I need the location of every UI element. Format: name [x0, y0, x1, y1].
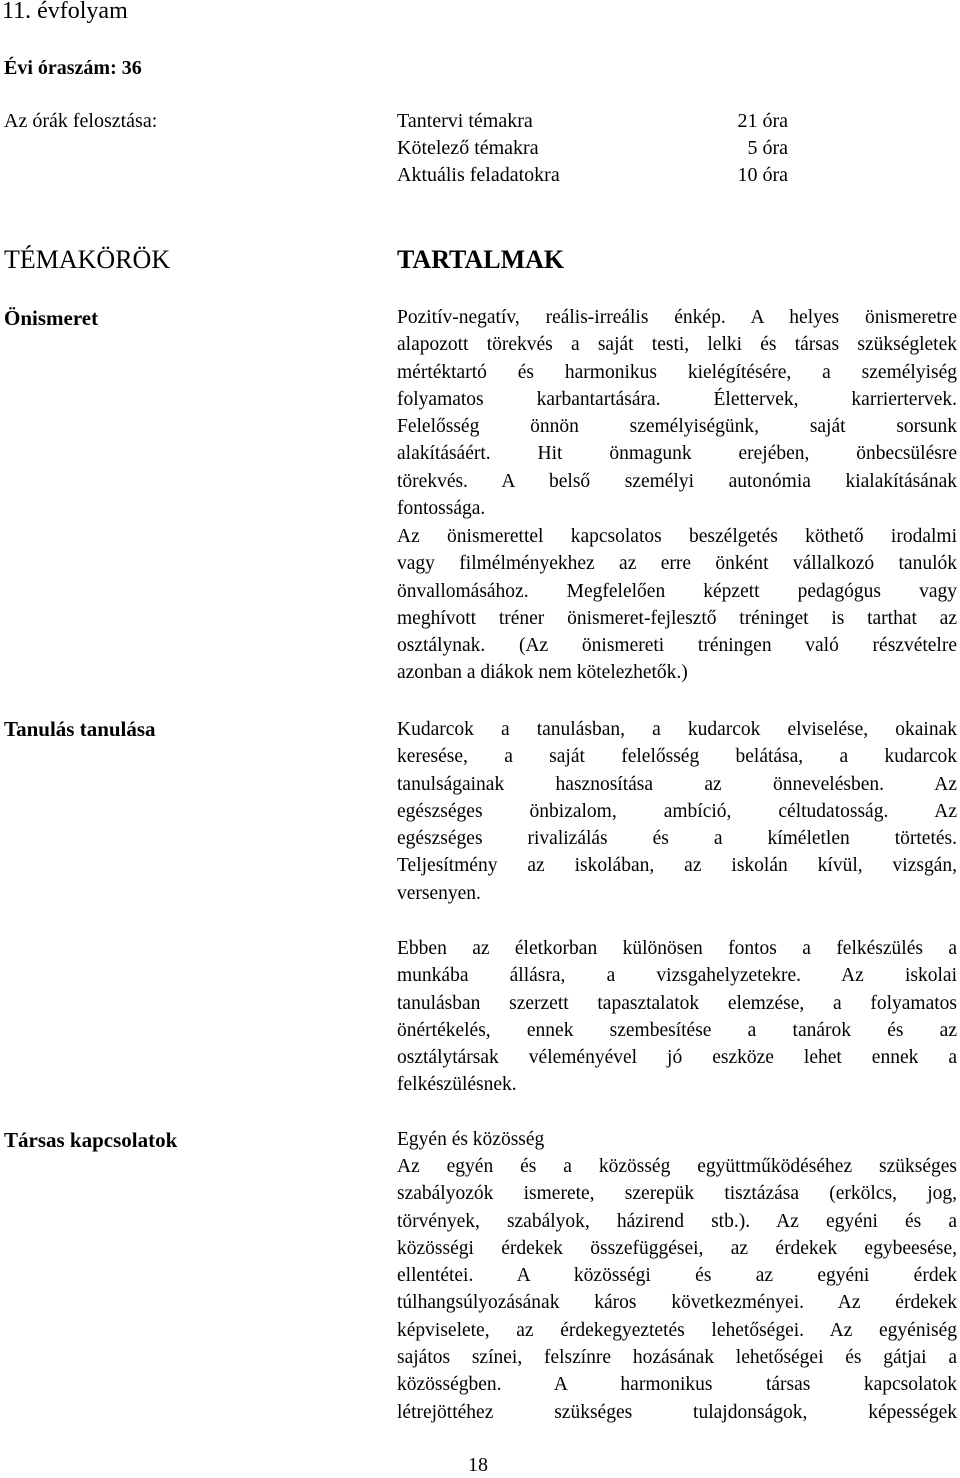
topic-paragraph-learning-1: [397, 716, 957, 907]
column-heading-topics: TÉMAKÖRÖK: [4, 245, 171, 274]
distribution-hours-1: 21 óra: [737, 110, 788, 132]
text-line: folyamatos karbantartására. Élettervek, karriertervek.: [397, 388, 957, 410]
text-line: szabályozók ismerete, szerepük tisztázása (erkölcs, jog,: [397, 1183, 957, 1205]
text-line: önértékelés, ennek szembesítése a tanárok és az: [397, 1019, 957, 1041]
page-number: 18: [468, 1454, 488, 1476]
text-line: Kudarcok a tanulásban, a kudarcok elviselése, okainak: [397, 719, 957, 740]
topic-paragraph-social-1: [397, 1153, 957, 1426]
text-line: sajátos színei, felszínre hozásának lehetőségei és gátjai a: [397, 1347, 957, 1369]
text-line: osztálytársak véleményével jó eszköze lehet ennek a: [397, 1047, 957, 1069]
text-line: Pozitív-negatív, reális-irreális énkép. A helyes önismeretre: [397, 307, 957, 328]
topic-label-learning-to-learn: Tanulás tanulása: [4, 717, 156, 741]
text-line: túlhangsúlyozásának káros következményei. Az érdekek: [397, 1292, 957, 1314]
text-line: mértéktartó és harmonikus kielégítésére, a személyiség: [397, 361, 957, 383]
text-line: Teljesítmény az iskolában, az iskolán kívül, vizsgán,: [397, 855, 957, 877]
grade-title: 11. évfolyam: [2, 0, 128, 24]
topic-paragraph-self-knowledge-2: [397, 523, 957, 687]
text-line: törekvés. A belső személyi autonómia kialakításának: [397, 470, 957, 492]
text-line: tanulságainak hasznosítása az önnevelésben. Az: [397, 773, 957, 795]
topic-paragraph-self-knowledge-1: [397, 304, 957, 522]
text-line: Egyén és közösség: [397, 1129, 545, 1150]
text-line: felkészülésnek.: [397, 1074, 517, 1096]
text-line: versenyen.: [397, 882, 481, 904]
text-line: munkába állásra, a vizsgahelyzetekre. Az iskolai: [397, 965, 957, 987]
text-line: ellentétei. A közösségi és az egyéni érdek: [397, 1265, 957, 1287]
text-line: közösségi érdekek összefüggései, az érdekek egybeesése,: [397, 1237, 957, 1259]
annual-hours: Évi óraszám: 36: [4, 57, 142, 79]
distribution-hours-2: 5 óra: [747, 137, 788, 159]
distribution-hours-3: 10 óra: [737, 164, 788, 186]
topic-label-social-relations: Társas kapcsolatok: [4, 1128, 178, 1152]
distribution-topic-2: Kötelező témakra: [397, 137, 539, 159]
text-line: egészséges rivalizálás és a kíméletlen törtetés.: [397, 828, 957, 850]
text-line: alapozott törekvés a saját testi, lelki és társas szükségletek: [397, 334, 957, 356]
column-heading-contents: TARTALMAK: [397, 245, 565, 274]
text-line: fontossága.: [397, 498, 486, 520]
text-line: meghívott tréner önismeret-fejlesztő tréninget is tarthat az: [397, 607, 957, 629]
text-line: keresése, a saját felelősség belátása, a kudarcok: [397, 746, 957, 768]
text-line: létrejöttéhez szükséges tulajdonságok, képességek: [397, 1401, 957, 1423]
distribution-topic-1: Tantervi témakra: [397, 110, 533, 132]
topic-paragraph-learning-2: [397, 935, 957, 1099]
text-line: alakításáért. Hit önmagunk erejében, önbecsülésre: [397, 443, 957, 465]
text-line: Az önismerettel kapcsolatos beszélgetés köthető irodalmi: [397, 526, 957, 547]
text-line: Felelősség önnön személyiségünk, saját sorsunk: [397, 416, 957, 438]
text-line: osztálynak. (Az önismereti tréningen való részvételre: [397, 635, 957, 657]
text-line: azonban a diákok nem kötelezhetők.): [397, 662, 688, 684]
text-line: egészséges önbizalom, ambíció, céltudatosság. Az: [397, 800, 957, 822]
distribution-label: Az órák felosztása:: [4, 110, 158, 132]
text-line: vagy filmélményekhez az erre önként vállalkozó tanulók: [397, 553, 957, 575]
text-line: tanulásban szerzett tapasztalatok elemzése, a folyamatos: [397, 992, 957, 1014]
topic-paragraph-social-heading: [397, 1126, 957, 1153]
text-line: Ebben az életkorban különösen fontos a felkészülés a: [397, 938, 957, 959]
topic-label-self-knowledge: Önismeret: [4, 306, 99, 330]
text-line: Az egyén és a közösség együttműködéséhez szükséges: [397, 1156, 957, 1177]
text-line: önvallomásához. Megfelelően képzett pedagógus vagy: [397, 580, 957, 602]
text-line: törvények, szabályok, házirend stb.). Az egyéni és a: [397, 1210, 957, 1232]
text-line: közösségben. A harmonikus társas kapcsolatok: [397, 1374, 957, 1396]
distribution-topic-3: Aktuális feladatokra: [397, 164, 560, 186]
text-line: képviselete, az érdekegyeztetés lehetőségei. Az egyéniség: [397, 1319, 957, 1341]
